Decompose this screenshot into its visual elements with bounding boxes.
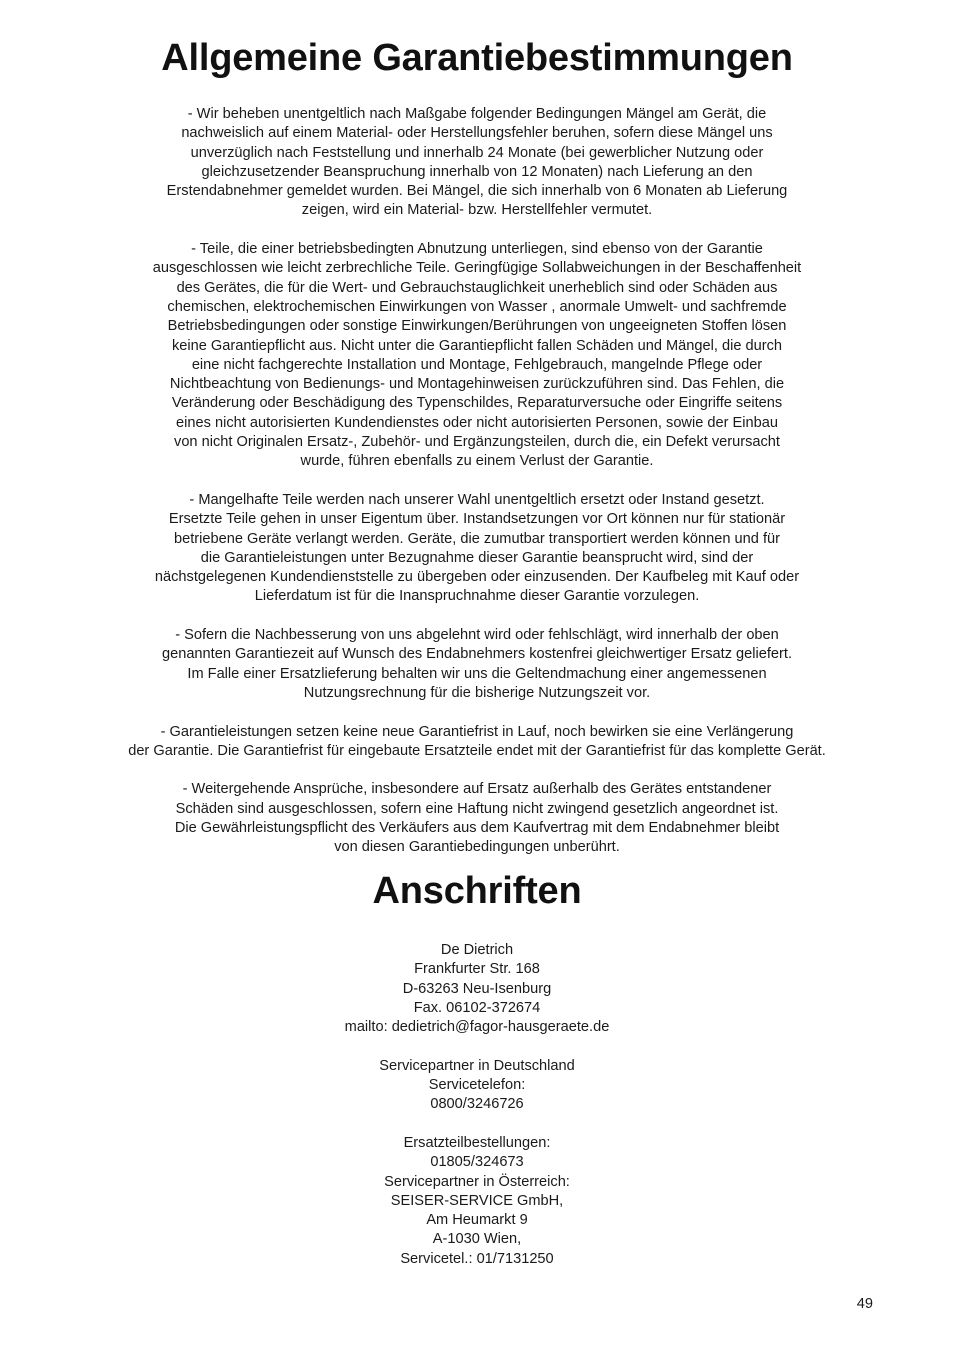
street-address: Frankfurter Str. 168 — [414, 961, 540, 978]
text-line: Nichtbeachtung von Bedienungs- und Montagehinweisen zurückzuführen sind. Das Fehlen, die — [169, 376, 785, 393]
service-partner-at-label: Servicepartner in Österreich: — [384, 1173, 570, 1190]
company-name: SEISER-SERVICE GmbH, — [390, 1192, 564, 1209]
text-line: Nutzungsrechnung für die bisherige Nutzungszeit vor. — [303, 684, 651, 701]
warranty-paragraph-4 — [0, 626, 954, 703]
address-group-parts-at — [0, 1134, 954, 1269]
parts-order-label: Ersatzteilbestellungen: — [403, 1134, 551, 1151]
address-group-service-de — [0, 1057, 954, 1115]
service-phone-number: 0800/3246726 — [430, 1096, 524, 1113]
service-partner-label: Servicepartner in Deutschland — [379, 1057, 575, 1074]
text-line: - Teile, die einer betriebsbedingten Abnutzung unterliegen, sind ebenso von der Garantie — [191, 241, 763, 258]
service-phone-number: Servicetel.: 01/7131250 — [400, 1250, 554, 1267]
text-line: - Weitergehende Ansprüche, insbesondere auf Ersatz außerhalb des Gerätes entstandener — [182, 781, 772, 798]
text-line: Ersetzte Teile gehen in unser Eigentum über. Instandsetzungen vor Ort können nur für stationär — [168, 511, 786, 528]
text-line: - Mangelhafte Teile werden nach unserer Wahl unentgeltlich ersetzt oder Instand gesetzt. — [189, 491, 765, 508]
addresses-heading: Anschriften — [372, 870, 582, 912]
text-line: nächstgelegenen Kundendienststelle zu übergeben oder einzusenden. Der Kaufbeleg mit Kauf oder — [154, 569, 800, 586]
page-title: Allgemeine Garantiebestimmungen — [161, 37, 793, 79]
text-line: der Garantie. Die Garantiefrist für eingebaute Ersatzteile endet mit der Garantiefrist für das komplette Gerät. — [128, 742, 826, 759]
text-line: unverzüglich nach Feststellung und innerhalb 24 Monate (bei gewerblicher Nutzung oder — [190, 144, 764, 161]
text-line: keine Garantiepflicht aus. Nicht unter die Garantiepflicht fallen Schäden und Mängel, die durch — [171, 337, 783, 354]
text-line: die Garantieleistungen unter Bezugnahme dieser Garantie beansprucht wird, sind der — [200, 549, 754, 566]
service-phone-label: Servicetelefon: — [428, 1077, 526, 1094]
text-line: Lieferdatum ist für die Inanspruchnahme dieser Garantie vorzulegen. — [254, 588, 700, 605]
text-line: zeigen, wird ein Material- bzw. Herstellfehler vermutet. — [301, 202, 653, 219]
address-group-dedietrich — [0, 941, 954, 1037]
warranty-paragraph-6 — [0, 780, 954, 857]
text-line: von nicht Originalen Ersatz-, Zubehör- und Ergänzungsteilen, durch die, ein Defekt verursacht — [174, 434, 780, 451]
warranty-paragraph-3 — [0, 491, 954, 607]
text-line: eine nicht fachgerechte Installation und Montage, Fehlgebrauch, mangelnde Pflege oder — [191, 356, 763, 373]
text-line: eines nicht autorisierten Kundendienstes oder nicht autorisierten Personen, sowie der Einbau — [176, 414, 778, 431]
text-line: Im Falle einer Ersatzlieferung behalten wir uns die Geltendmachung einer angemessenen — [187, 665, 767, 682]
page-number: 49 — [856, 1296, 873, 1312]
text-line: von diesen Garantiebedingungen unberührt. — [334, 839, 620, 856]
postal-city: A-1030 Wien, — [432, 1231, 522, 1248]
parts-order-number: 01805/324673 — [430, 1154, 524, 1171]
text-line: Die Gewährleistungspflicht des Verkäufers aus dem Kaufvertrag mit dem Endabnehmer bleibt — [174, 819, 780, 836]
fax-number: Fax. 06102-372674 — [413, 999, 541, 1016]
text-line: wurde, führen ebenfalls zu einem Verlust der Garantie. — [300, 453, 654, 470]
email-address: mailto: dedietrich@fagor-hausgeraete.de — [344, 1019, 610, 1036]
company-name: De Dietrich — [440, 942, 514, 958]
postal-city: D-63263 Neu-Isenburg — [402, 980, 552, 997]
text-line: gleichzusetzender Beanspruchung innerhalb von 12 Monaten) nach Lieferung an den — [201, 163, 753, 180]
text-line: nachweislich auf einem Material- oder Herstellungsfehler beruhen, sofern diese Mängel uns — [181, 125, 773, 142]
text-line: - Sofern die Nachbesserung von uns abgelehnt wird oder fehlschlägt, wird innerhalb der oben — [175, 627, 779, 644]
text-line: Schäden sind ausgeschlossen, sofern eine Haftung nicht zwingend gesetzlich angeordnet ist. — [175, 800, 779, 817]
text-line: Betriebsbedingungen oder sonstige Einwirkungen/Berührungen von ungeeigneten Stoffen lösen — [167, 318, 787, 335]
text-line: - Garantieleistungen setzen keine neue Garantiefrist in Lauf, noch bewirken sie eine Verlängerung — [160, 723, 794, 740]
warranty-paragraph-2 — [0, 240, 954, 472]
text-line: genannten Garantiezeit auf Wunsch des Endabnehmers kostenfrei gleichwertiger Ersatz geliefert. — [161, 646, 793, 663]
street-address: Am Heumarkt 9 — [426, 1212, 528, 1229]
text-line: Erstendabnehmer gemeldet wurden. Bei Mängel, die sich innerhalb von 6 Monaten ab Lieferung — [166, 183, 788, 200]
warranty-terms — [0, 105, 954, 877]
warranty-paragraph-1 — [0, 105, 954, 221]
text-line: des Gerätes, die für die Wert- und Gebrauchstauglichkeit unerheblich sind oder Schäden aus — [176, 279, 778, 296]
warranty-paragraph-5 — [0, 723, 954, 762]
text-line: - Wir beheben unentgeltlich nach Maßgabe folgender Bedingungen Mängel am Gerät, die — [187, 106, 767, 122]
text-line: betriebene Geräte verlangt werden. Geräte, die zumutbar transportiert werden können und für — [174, 530, 780, 547]
text-line: ausgeschlossen wie leicht zerbrechliche Teile. Geringfügige Sollabweichungen in der Beschaffenheit — [152, 260, 802, 277]
text-line: Veränderung oder Beschädigung des Typenschildes, Reparaturversuche oder Eingriffe seitens — [171, 395, 783, 412]
text-line: chemischen, elektrochemischen Einwirkungen von Wasser , anormale Umwelt- und sachfremde — [167, 298, 787, 315]
address-block — [0, 941, 954, 1288]
